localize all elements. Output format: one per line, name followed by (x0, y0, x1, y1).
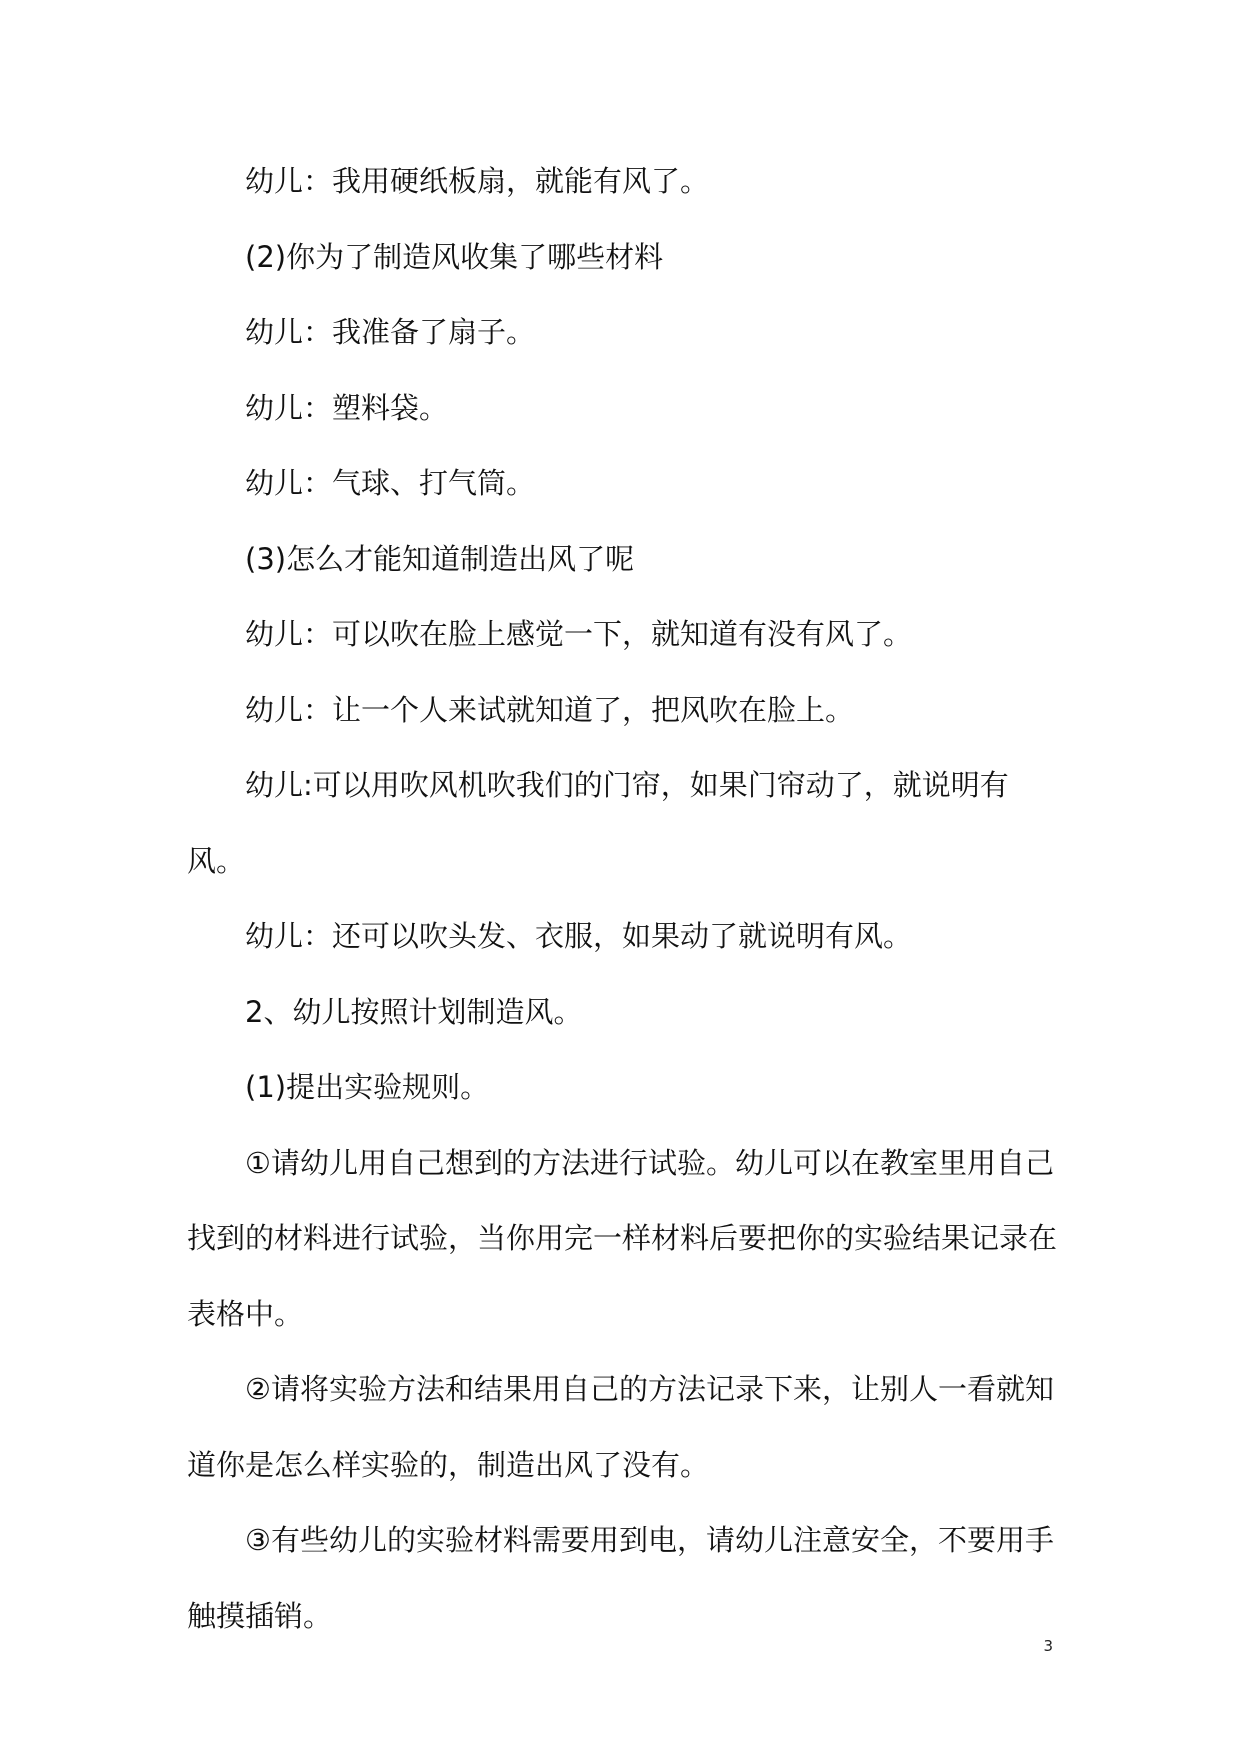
paragraph-10: 幼儿：还可以吹头发、衣服，如果动了就说明有风。 (245, 919, 913, 953)
paragraph-7: 幼儿：可以吹在脸上感觉一下，就知道有没有风了。 (245, 617, 913, 651)
paragraph-2: (2)你为了制造风收集了哪些材料 (245, 239, 664, 274)
paragraph-1: 幼儿：我用硬纸板扇，就能有风了。 (245, 164, 710, 198)
paragraph-8: 幼儿：让一个人来试就知道了，把风吹在脸上。 (245, 692, 855, 727)
paragraph-5: 幼儿：气球、打气筒。 (245, 466, 536, 500)
paragraph-3: 幼儿：我准备了扇子。 (245, 315, 536, 349)
paragraph-9: 幼儿:可以用吹风机吹我们的门帘，如果门帘动了，就说明有风。 (187, 768, 1009, 878)
paragraph-4: 幼儿：塑料袋。 (245, 390, 449, 425)
paragraph-13: ①请幼儿用自己想到的方法进行试验。幼儿可以在教室里用自己找到的材料进行试验，当你用完一样材料后要把你的实验结果记录在表格中。 (187, 1145, 1058, 1331)
paragraph-15: ③有些幼儿的实验材料需要用到电，请幼儿注意安全，不要用手触摸插销。 (187, 1523, 1054, 1633)
paragraph-11: 2、幼儿按照计划制造风。 (245, 994, 583, 1029)
paragraph-14: ②请将实验方法和结果用自己的方法记录下来，让别人一看就知道你是怎么样实验的，制造出风了没有。 (187, 1372, 1054, 1482)
paragraph-12: (1)提出实验规则。 (245, 1070, 490, 1104)
document-body (187, 144, 1057, 1654)
page-number: 3 (1043, 1637, 1053, 1655)
paragraph-6: (3)怎么才能知道制造出风了呢 (245, 541, 635, 576)
